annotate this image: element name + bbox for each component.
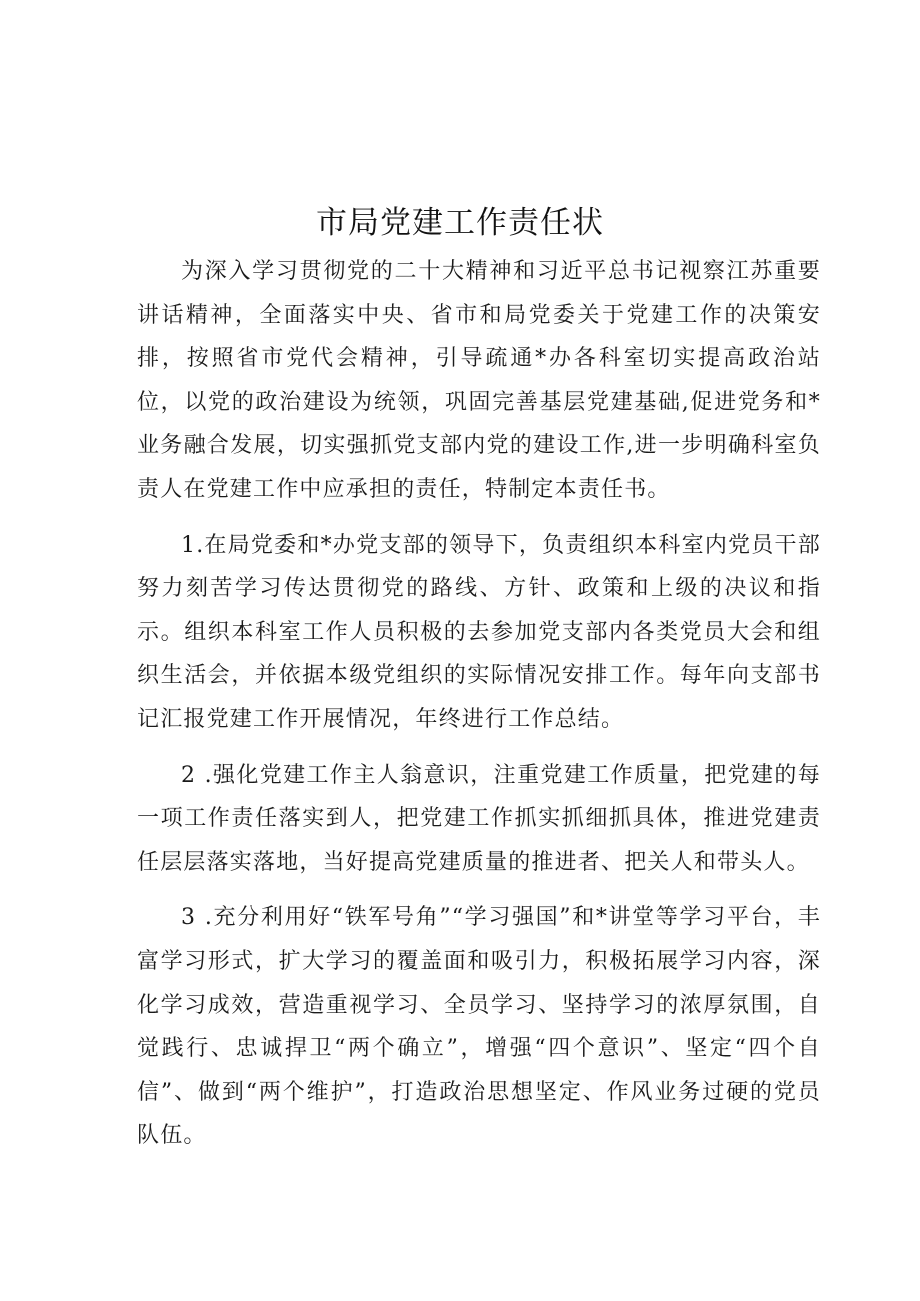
- document-title: 市局党建工作责任状: [316, 205, 604, 241]
- item-paragraph-3: 3 .充分利用好“铁军号角”“学习强国”和*讲堂等学习平台，丰富学习形式，扩大学习的覆盖面和吸引力，积极拓展学习内容，深化学习成效，营造重视学习、全员学习、坚持学习的浓厚氛围，自觉践行、忠诚捍卫“两个确立”，增强“四个意识”、坚定“四个自信”、做到“两个维护”，打造政治思想坚定、作风业务过硬的党员队伍。: [137, 905, 821, 1149]
- intro-paragraph: 为深入学习贯彻党的二十大精神和习近平总书记视察江苏重要讲话精神，全面落实中央、省市和局党委关于党建工作的决策安排，按照省市党代会精神，引导疏通*办各科室切实提高政治站位，以党的政治建设为统领，巩固完善基层党建基础,促进党务和*业务融合发展，切实强抓党支部内党的建设工作,进一步明确科室负责人在党建工作中应承担的责任，特制定本责任书。: [137, 259, 821, 502]
- item-paragraph-2: 2 .强化党建工作主人翁意识，注重党建工作质量，把党建的每一项工作责任落实到人，把党建工作抓实抓细抓具体，推进党建责任层层落实落地，当好提高党建质量的推进者、把关人和带头人。: [137, 762, 821, 875]
- item-paragraph-1: 1.在局党委和*办党支部的领导下，负责组织本科室内党员干部努力刻苦学习传达贯彻党的路线、方针、政策和上级的决议和指示。组织本科室工作人员积极的去参加党支部内各类党员大会和组织生活会，并依据本级党组织的实际情况安排工作。每年向支部书记汇报党建工作开展情况，年终进行工作总结。: [137, 532, 821, 732]
- document-body: [137, 250, 821, 1158]
